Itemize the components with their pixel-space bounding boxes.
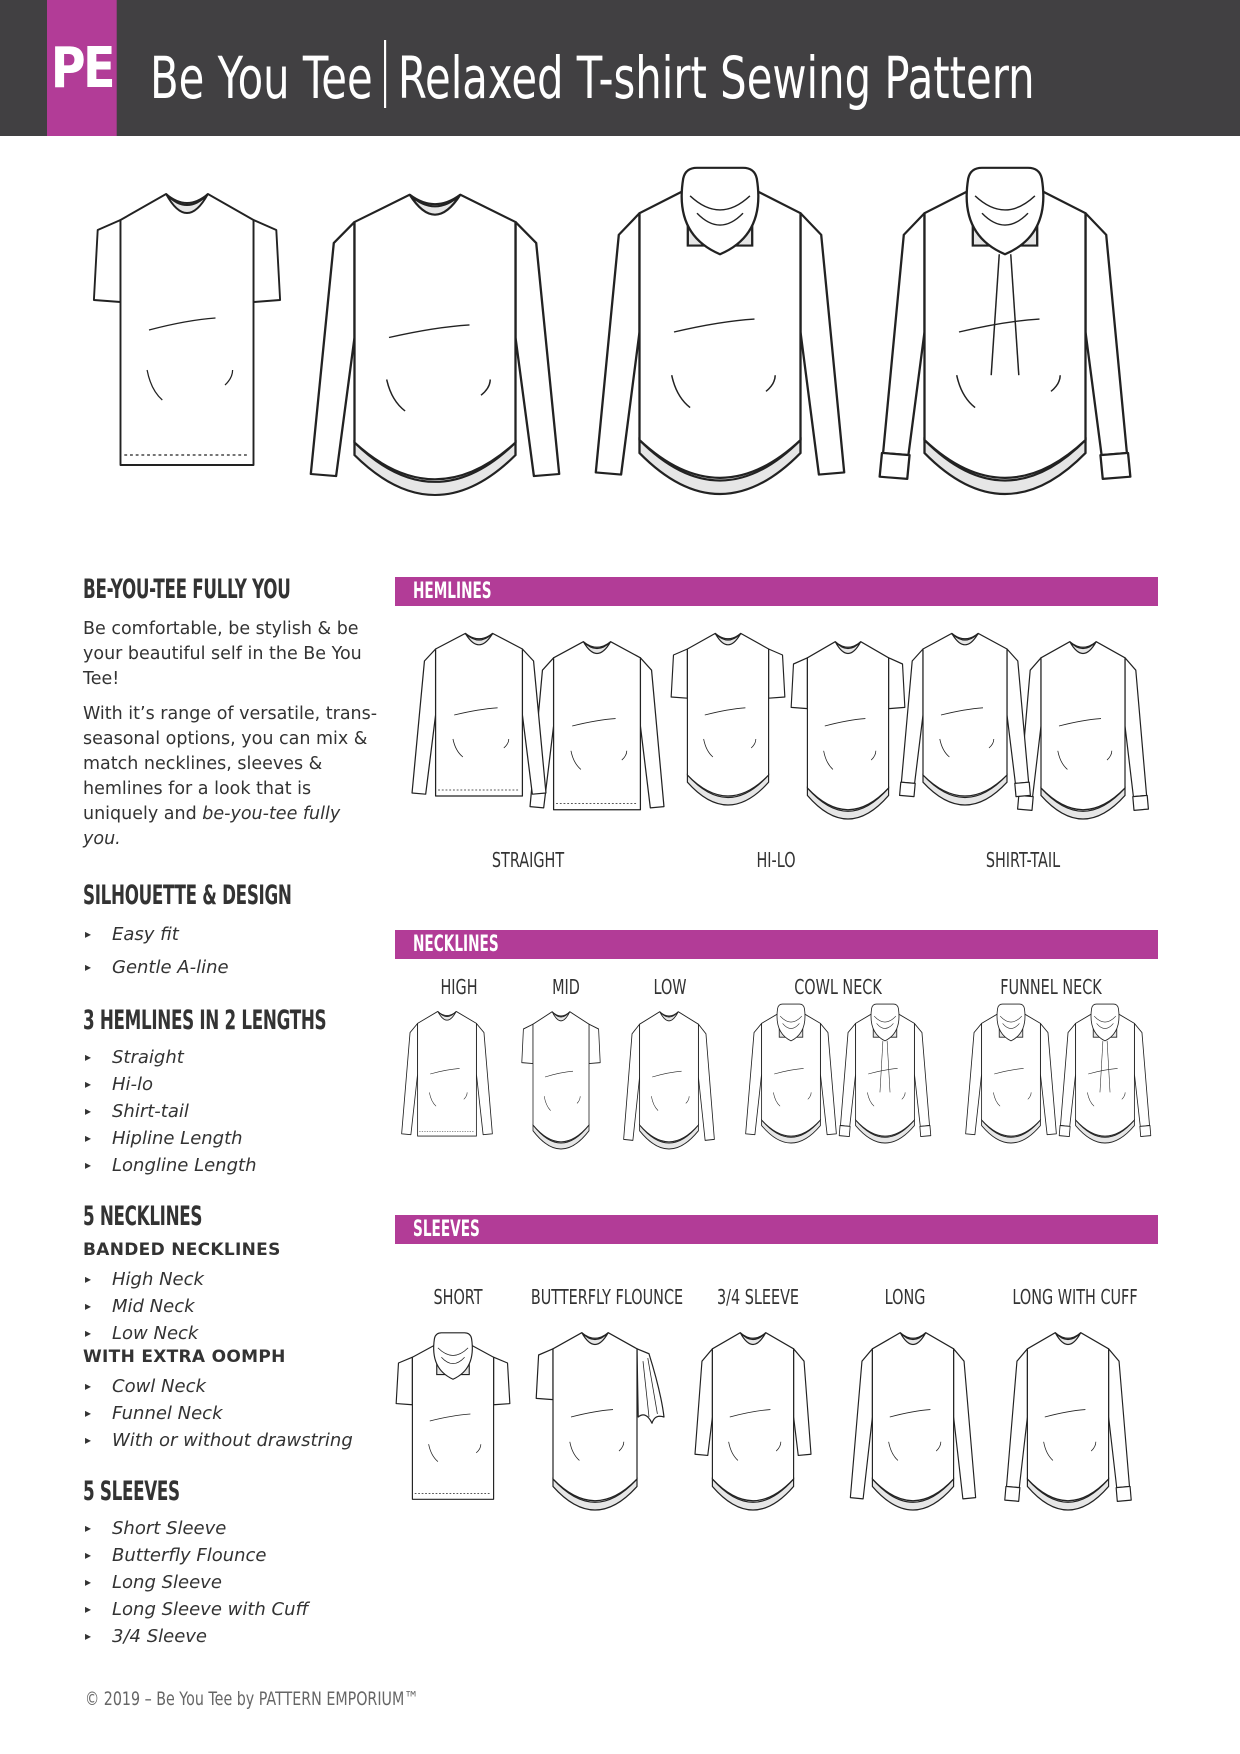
list-item: ▸ Funnel Neck: [83, 1400, 383, 1427]
hero-cowl-neck-tee: [596, 168, 844, 494]
sleeves-section-title: SLEEVES: [413, 1217, 480, 1242]
intro-paragraph-2-emphasis: be-you-tee fully you.: [83, 804, 341, 849]
hemlines-list-heading: 3 HEMLINES IN 2 LENGTHS: [83, 1005, 327, 1036]
list-item: ▸ Straight: [83, 1044, 383, 1071]
list-item: ▸ With or without drawstring: [83, 1427, 383, 1454]
banded-necklines-list: [83, 1266, 383, 1347]
hero-garment-illustrations: [80, 150, 1160, 510]
brand-logo: PE: [47, 0, 117, 136]
label-straight: STRAIGHT: [491, 848, 565, 872]
hilo-hem-longline: [791, 642, 905, 819]
label-mid-neck: MID: [552, 975, 580, 999]
hemlines-section-header: [395, 577, 1158, 606]
label-high-neck: HIGH: [440, 975, 478, 999]
sleeves-section-header: [395, 1215, 1158, 1244]
label-long-with-cuff: LONG WITH CUFF: [1012, 1285, 1138, 1309]
funnel-neck-tee: [966, 1004, 1057, 1143]
label-shirttail: SHIRT-TAIL: [985, 848, 1061, 872]
hero-funnel-neck-tee: [880, 168, 1131, 494]
intro-heading: BE-YOU-TEE FULLY YOU: [83, 574, 291, 605]
long-sleeve-cuff-tee: [1005, 1333, 1131, 1510]
cowl-neck-drawstring-tee: [839, 1004, 931, 1143]
list-item: ▸ Gentle A-line: [83, 954, 383, 981]
title-divider: [384, 40, 386, 108]
sleeves-list-heading: 5 SLEEVES: [83, 1476, 180, 1507]
necklines-illustrations: [395, 1000, 1165, 1160]
label-long-sleeve: LONG: [884, 1285, 926, 1309]
list-item: ▸ 3/4 Sleeve: [83, 1623, 383, 1650]
list-item: ▸ High Neck: [83, 1266, 383, 1293]
straight-hem-longline: [530, 642, 664, 810]
long-sleeve-tee: [850, 1333, 975, 1510]
butterfly-flounce-tee: [536, 1333, 664, 1510]
hero-short-sleeve-tee: [94, 194, 280, 465]
necklines-section-header: [395, 930, 1158, 959]
title-product: Be You Tee: [150, 44, 373, 112]
intro-paragraph-2: [83, 702, 383, 852]
hilo-hem-hipline: [671, 633, 785, 805]
hemlines-list: [83, 1044, 383, 1179]
list-item: ▸ Mid Neck: [83, 1293, 383, 1320]
list-item: ▸ Long Sleeve: [83, 1569, 383, 1596]
low-neck-tee: [624, 1012, 715, 1149]
list-item: ▸ Short Sleeve: [83, 1515, 383, 1542]
cowl-neck-tee: [746, 1004, 837, 1143]
intro-paragraph-2-text: With it’s range of versatile, trans-seasonal options, you can mix & match necklines, sleeves & hemlines for a look that is uniquely and: [83, 704, 378, 824]
page-title: [150, 40, 1035, 113]
label-butterfly-flounce: BUTTERFLY FLOUNCE: [530, 1285, 684, 1309]
extra-oomph-subheading: WITH EXTRA OOMPH: [83, 1347, 286, 1367]
funnel-neck-drawstring-tee: [1059, 1004, 1151, 1143]
list-item: ▸ Low Neck: [83, 1320, 383, 1347]
title-description: Relaxed T-shirt Sewing Pattern: [397, 44, 1035, 112]
label-funnel-neck: FUNNEL NECK: [1000, 975, 1102, 999]
hemlines-section-title: HEMLINES: [413, 579, 492, 604]
straight-hem-hipline: [412, 633, 546, 796]
list-item: ▸ Hi-lo: [83, 1071, 383, 1098]
list-item: ▸ Long Sleeve with Cuff: [83, 1596, 383, 1623]
list-item: ▸ Butterfly Flounce: [83, 1542, 383, 1569]
label-short-sleeve: SHORT: [433, 1285, 483, 1309]
sleeves-illustrations: [395, 1312, 1165, 1522]
hemlines-illustrations: [395, 625, 1165, 845]
list-item: ▸ Longline Length: [83, 1152, 383, 1179]
intro-paragraph-1: Be comfortable, be stylish & be your beautiful self in the Be You Tee!: [83, 619, 362, 689]
label-hilo: HI-LO: [756, 848, 796, 872]
necklines-section-title: NECKLINES: [413, 932, 499, 957]
hero-long-sleeve-tee: [311, 195, 559, 495]
list-item: ▸ Hipline Length: [83, 1125, 383, 1152]
banded-necklines-subheading: BANDED NECKLINES: [83, 1240, 281, 1260]
silhouette-list: [83, 921, 383, 981]
shirttail-hem-longline: [1018, 642, 1149, 819]
mid-neck-tee: [522, 1012, 600, 1149]
list-item: ▸ Easy fit: [83, 921, 383, 948]
list-item: ▸ Shirt-tail: [83, 1098, 383, 1125]
label-cowl-neck: COWL NECK: [794, 975, 882, 999]
list-item: ▸ Cowl Neck: [83, 1373, 383, 1400]
label-low-neck: LOW: [653, 975, 687, 999]
copyright-footer: © 2019 – Be You Tee by PATTERN EMPORIUM™: [85, 1688, 419, 1710]
shirttail-hem-hipline: [900, 633, 1031, 805]
high-neck-tee: [402, 1011, 493, 1136]
three-quarter-sleeve-tee: [695, 1333, 811, 1510]
sleeves-list: [83, 1515, 383, 1650]
silhouette-heading: SILHOUETTE & DESIGN: [83, 880, 292, 911]
short-sleeve-tee: [396, 1333, 510, 1499]
header-bar: [0, 0, 1240, 136]
feature-column: [83, 574, 383, 1650]
extra-necklines-list: [83, 1373, 383, 1454]
label-three-quarter-sleeve: 3/4 SLEEVE: [716, 1285, 800, 1309]
necklines-list-heading: 5 NECKLINES: [83, 1201, 203, 1232]
